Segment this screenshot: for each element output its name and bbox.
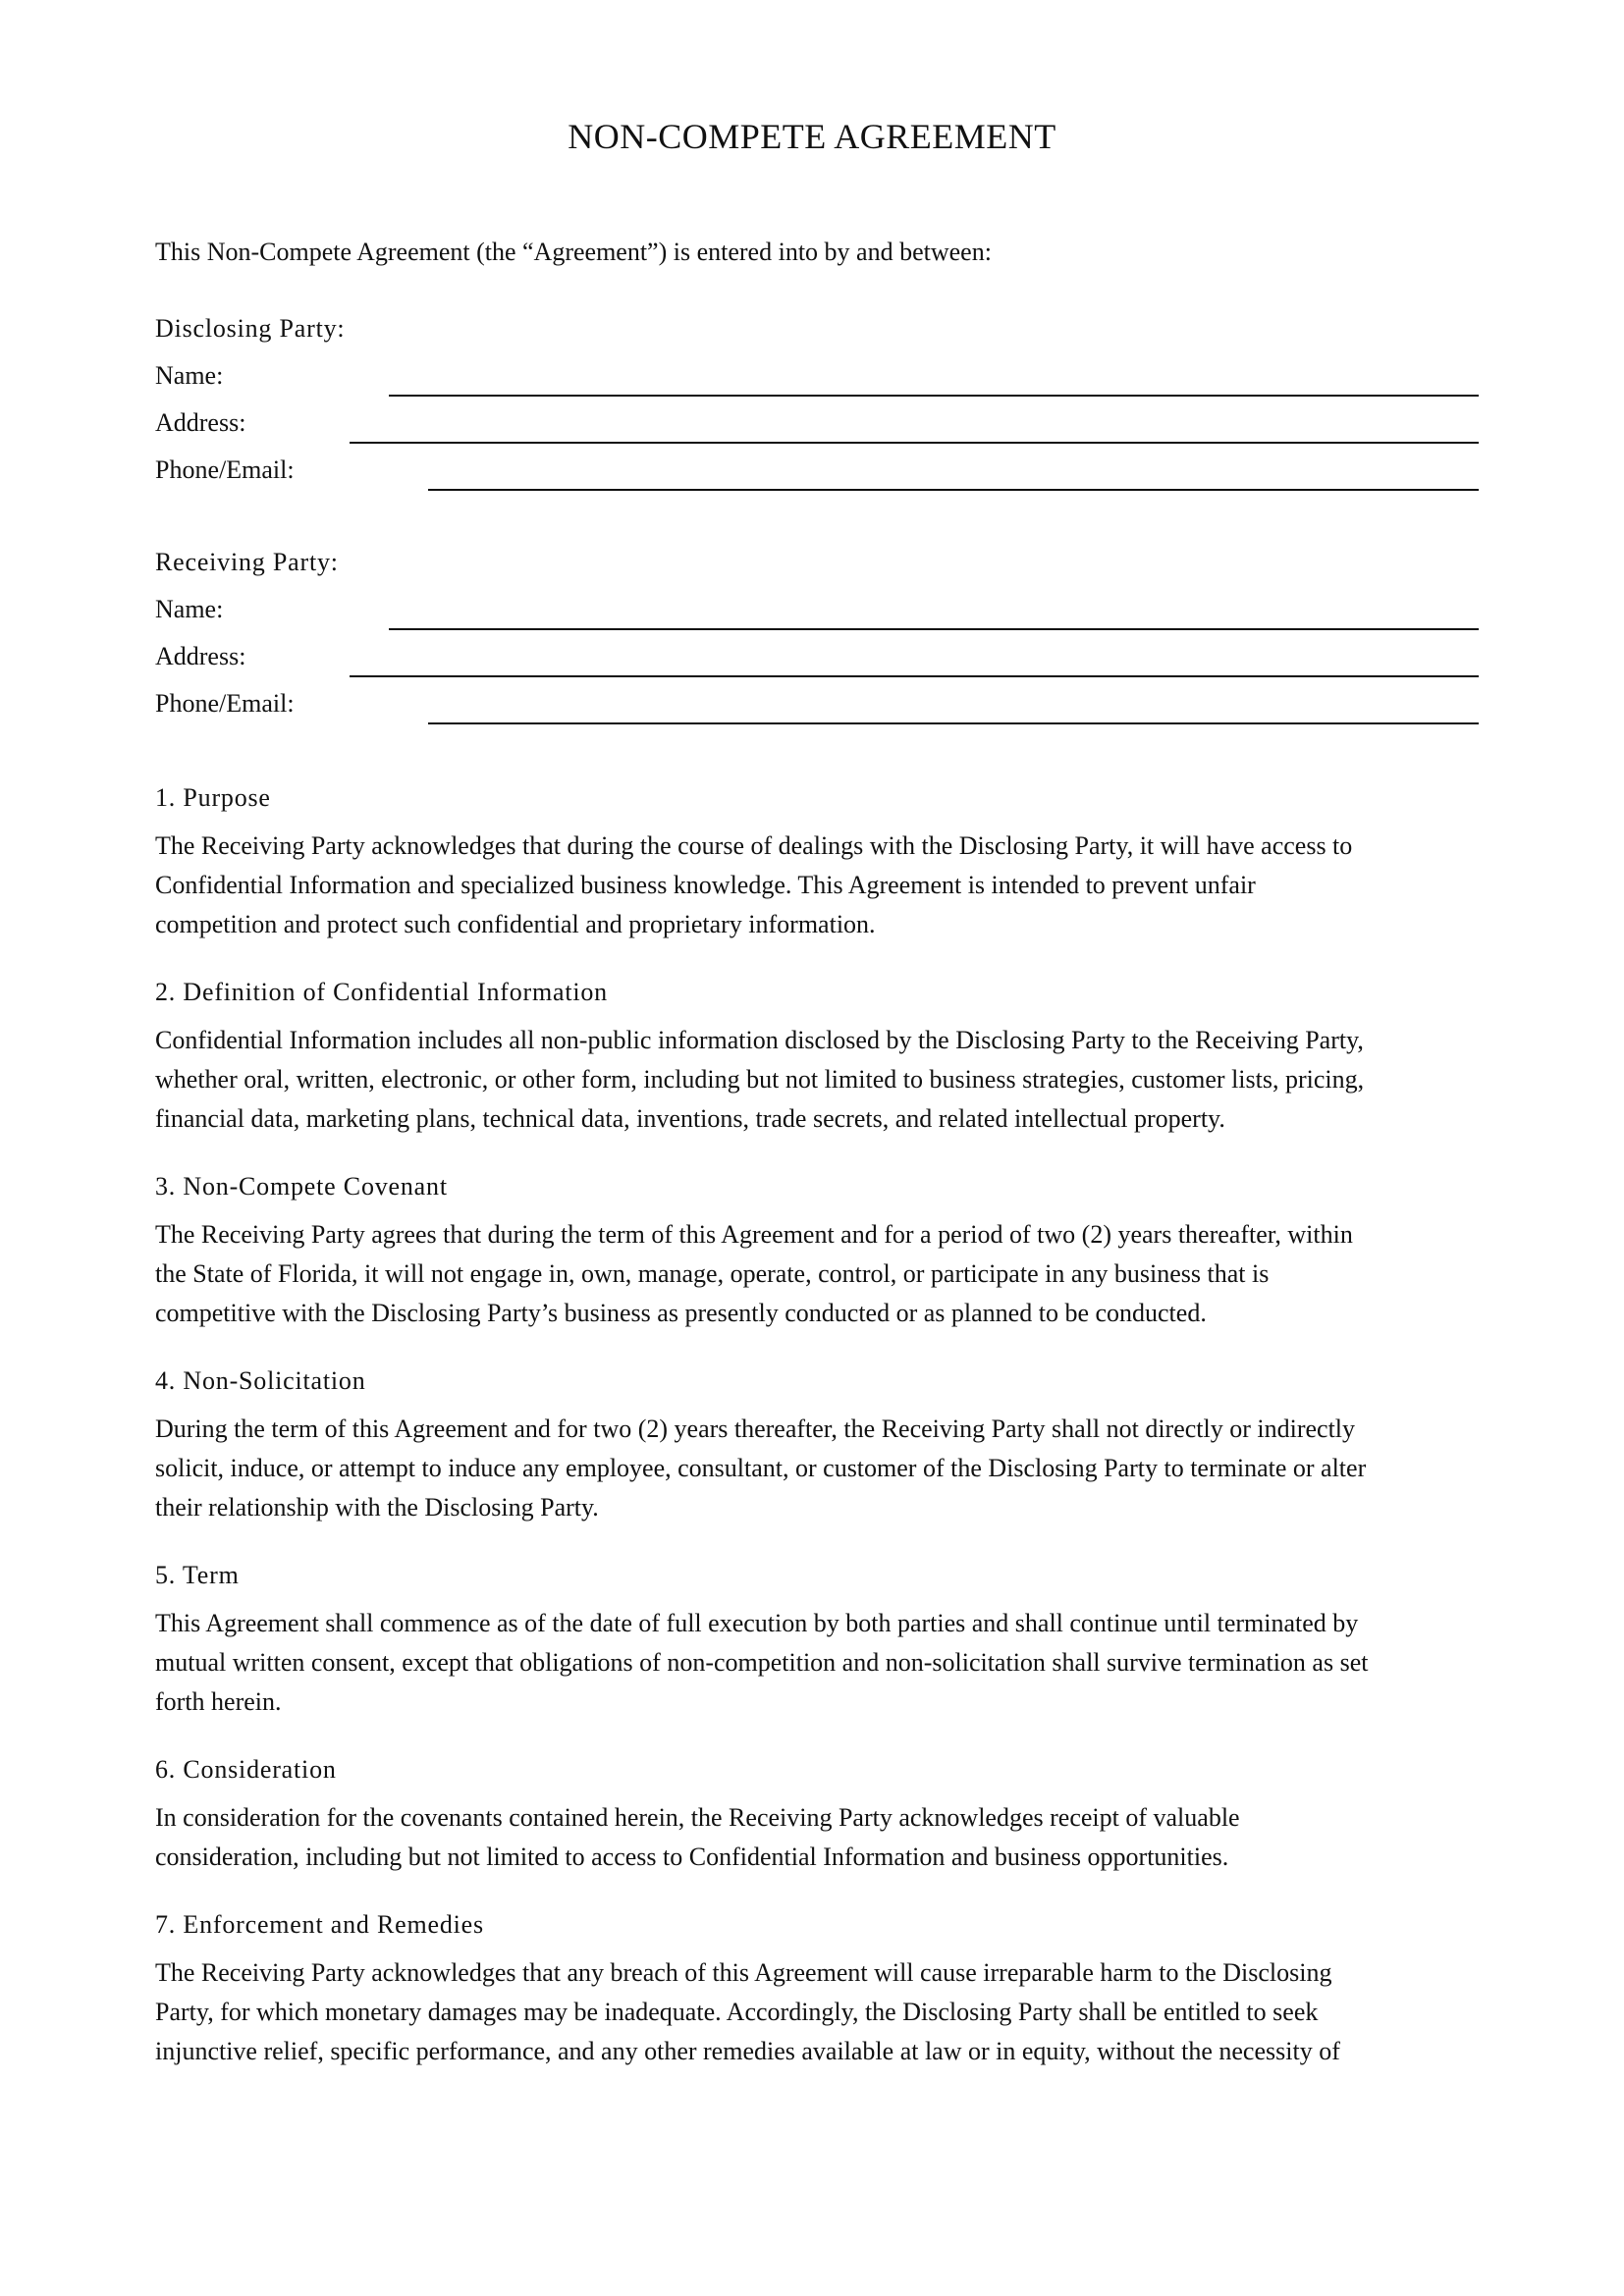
body-line: The Receiving Party agrees that during the term of this Agreement and for a period of two (2) years thereafter, within xyxy=(155,1220,1353,1249)
section-body-consideration xyxy=(155,1798,1471,1877)
body-line: Confidential Information and specialized business knowledge. This Agreement is intended to prevent unfair xyxy=(155,871,1256,899)
body-line: During the term of this Agreement and for two (2) years thereafter, the Receiving Party shall not directly or indirectly xyxy=(155,1415,1356,1443)
body-line: In consideration for the covenants contained herein, the Receiving Party acknowledges receipt of valuable xyxy=(155,1803,1240,1832)
section-body-non-compete xyxy=(155,1215,1471,1333)
section-heading-definition: 2. Definition of Confidential Information xyxy=(155,978,608,1006)
body-line: The Receiving Party acknowledges that any breach of this Agreement will cause irreparable harm to the Disclosing xyxy=(155,1958,1332,1987)
receiving-address-line[interactable] xyxy=(350,675,1479,677)
section-heading-term: 5. Term xyxy=(155,1561,240,1589)
body-line: forth herein. xyxy=(155,1687,282,1716)
body-line: competition and protect such confidential and proprietary information. xyxy=(155,910,876,938)
body-line: Confidential Information includes all non-public information disclosed by the Disclosing Party to the Receiving Party, xyxy=(155,1026,1364,1054)
receiving-name-line[interactable] xyxy=(389,628,1479,630)
body-line: financial data, marketing plans, technical data, inventions, trade secrets, and related intellectual property. xyxy=(155,1104,1225,1133)
section-heading-non-compete: 3. Non-Compete Covenant xyxy=(155,1172,448,1201)
section-heading-consideration: 6. Consideration xyxy=(155,1755,337,1784)
disclosing-contact-label: Phone/Email: xyxy=(155,455,295,484)
body-line: Party, for which monetary damages may be inadequate. Accordingly, the Disclosing Party shall be entitled to seek xyxy=(155,1998,1319,2026)
receiving-party-heading: Receiving Party: xyxy=(155,548,339,576)
body-line: mutual written consent, except that obligations of non-competition and non-solicitation shall survive termination as set xyxy=(155,1648,1369,1677)
document-title: NON-COMPETE AGREEMENT xyxy=(568,117,1056,156)
receiving-name-label: Name: xyxy=(155,595,224,623)
section-body-term xyxy=(155,1604,1471,1722)
section-body-enforcement xyxy=(155,1953,1471,2071)
body-line: solicit, induce, or attempt to induce any employee, consultant, or customer of the Disclosing Party to terminate or alter xyxy=(155,1454,1367,1482)
intro-paragraph: This Non-Compete Agreement (the “Agreement”) is entered into by and between: xyxy=(155,238,992,266)
section-body-purpose xyxy=(155,827,1471,944)
section-heading-non-solicitation: 4. Non-Solicitation xyxy=(155,1366,366,1395)
disclosing-party-heading: Disclosing Party: xyxy=(155,314,346,343)
body-line: whether oral, written, electronic, or other form, including but not limited to business strategies, customer lists, pricing, xyxy=(155,1065,1365,1094)
body-line: competitive with the Disclosing Party’s business as presently conducted or as planned to be conducted. xyxy=(155,1299,1207,1327)
body-line: The Receiving Party acknowledges that during the course of dealings with the Disclosing Party, it will have access to xyxy=(155,831,1353,860)
section-heading-enforcement: 7. Enforcement and Remedies xyxy=(155,1910,484,1939)
receiving-address-label: Address: xyxy=(155,642,246,670)
disclosing-address-label: Address: xyxy=(155,408,246,437)
receiving-contact-label: Phone/Email: xyxy=(155,689,295,718)
section-heading-purpose: 1. Purpose xyxy=(155,783,271,812)
body-line: This Agreement shall commence as of the date of full execution by both parties and shall continue until terminated by xyxy=(155,1609,1359,1637)
body-line: the State of Florida, it will not engage in, own, manage, operate, control, or participate in any business that is xyxy=(155,1259,1270,1288)
section-body-definition xyxy=(155,1021,1471,1139)
body-line: consideration, including but not limited to access to Confidential Information and business opportunities. xyxy=(155,1842,1229,1871)
disclosing-name-line[interactable] xyxy=(389,395,1479,397)
section-body-non-solicitation xyxy=(155,1410,1471,1527)
disclosing-name-label: Name: xyxy=(155,361,224,390)
body-line: injunctive relief, specific performance, and any other remedies available at law or in equity, without the necessity of xyxy=(155,2037,1340,2065)
receiving-contact-line[interactable] xyxy=(428,722,1479,724)
disclosing-contact-line[interactable] xyxy=(428,489,1479,491)
body-line: their relationship with the Disclosing Party. xyxy=(155,1493,599,1522)
disclosing-address-line[interactable] xyxy=(350,442,1479,444)
